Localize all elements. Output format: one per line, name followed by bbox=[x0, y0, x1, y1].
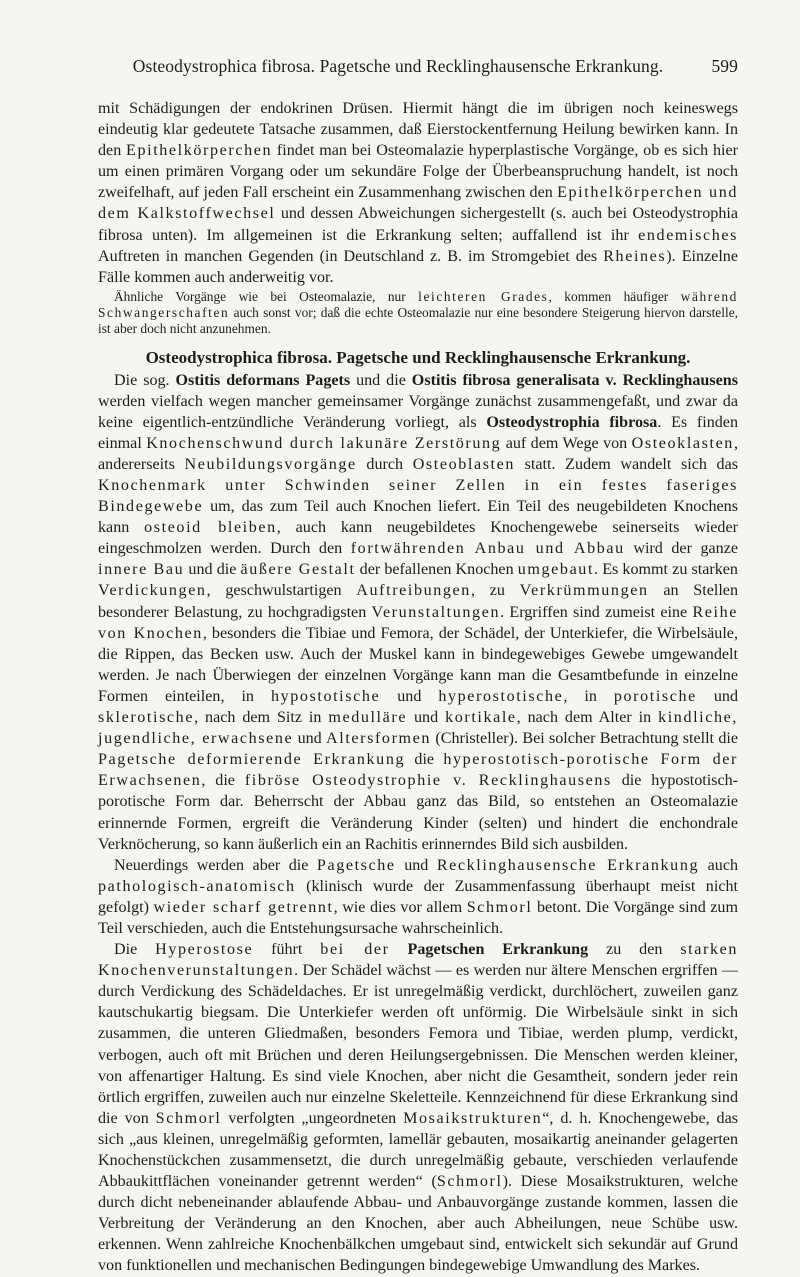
text-run: und bbox=[696, 687, 739, 705]
text-run: auch bbox=[699, 856, 739, 874]
text-run: , die bbox=[201, 772, 245, 790]
spaced-emphasis: kortikale bbox=[445, 709, 517, 727]
text-run: durch bbox=[356, 455, 413, 473]
text-run: die bbox=[405, 751, 444, 769]
spaced-emphasis: kindliche, jugendliche, erwachsene bbox=[98, 709, 738, 748]
spaced-emphasis: Verkrümmungen bbox=[519, 582, 649, 600]
spaced-emphasis: endemisches bbox=[638, 226, 738, 244]
paragraph-ostitis bbox=[98, 370, 738, 855]
spaced-emphasis: bei der bbox=[320, 941, 390, 959]
small-print-note bbox=[98, 289, 738, 338]
spaced-emphasis: Schmorl bbox=[466, 898, 533, 916]
spaced-emphasis: Osteoklasten bbox=[631, 434, 734, 452]
text-run: und die bbox=[184, 561, 241, 579]
text-run: , auch kann neugebildetes Knochengewebe seinerseits wieder eingeschmolzen werden. Durch den bbox=[98, 519, 738, 558]
spaced-emphasis: osteoid bleiben bbox=[144, 519, 277, 537]
text-run: mit Schädigungen der endokrinen Drüsen. Hiermit hängt die im übrigen noch keineswegs eindeutig klar gedeutete Tatsache zusammen, daß Eierstockentfernung Heilung bewirken kann. In den bbox=[98, 100, 738, 160]
spaced-emphasis: hypostotische bbox=[270, 687, 381, 705]
text-run: wird der ganze bbox=[624, 540, 738, 558]
text-run: (klinisch wurde der Zusammenfassung überhaupt meist nicht gefolgt) bbox=[98, 877, 738, 916]
text-run: und bbox=[407, 709, 446, 727]
text-run: betont. Die Vorgänge sind zum Teil verschieden, auch die Entstehungsursache wahrscheinlich. bbox=[98, 898, 738, 937]
bold-term: Pagetschen Erkrankung bbox=[407, 941, 589, 959]
spaced-emphasis: Reihe von Knochen bbox=[98, 603, 738, 642]
text-run: Ähnliche Vorgänge wie bei Osteomalazie, nur bbox=[114, 288, 419, 304]
bold-term: Osteodystrophia fibrosa bbox=[486, 413, 658, 431]
text-run: und bbox=[293, 730, 327, 748]
text-run: . Der Schädel wächst — es werden nur ältere Menschen ergriffen — durch Verdickung des Schädeldaches. Er ist unregelmäßig verdickt, durchlöchert, zuweilen ganz kautschukartig biegsam. Die Unterkiefer werden oft unförmig. Die Wirbelsäule sinkt in sich zusammen, die unteren Gliedmaßen, besonders Femora und Tibiae, werden plump, verdickt, verbogen, auch oft mit Brüchen und deren Heilungsergebnissen. Die Menschen werden kleiner, von affenartiger Haltung. Es sind viele Knochen, aber nicht die Gesamtheit, sondern jeder rein örtlich ergriffen, zuweilen auch nur einzelne Skeletteile. Kennzeichnend für diese Erkrankung sind die von bbox=[98, 962, 738, 1127]
spaced-emphasis: Recklinghausensche Erkrankung bbox=[436, 856, 700, 874]
text-run: führt bbox=[253, 941, 321, 959]
spaced-emphasis: hyperostotische bbox=[438, 687, 564, 705]
spaced-emphasis: innere Bau bbox=[98, 561, 185, 579]
text-run: und bbox=[395, 856, 437, 874]
spaced-emphasis: Auftreibungen bbox=[356, 582, 471, 600]
spaced-emphasis: pathologisch-anatomisch bbox=[98, 877, 296, 895]
text-run: Die sog. bbox=[114, 371, 176, 389]
spaced-emphasis: Knochenschwund durch lakunäre Zerstörung bbox=[146, 434, 502, 452]
text-run: verfolgten „ungeordneten bbox=[221, 1109, 404, 1127]
spaced-emphasis: Pagetsche deformierende Erkrankung bbox=[98, 751, 406, 769]
paragraph-neuerdings bbox=[98, 855, 738, 939]
text-run: , kommen häufiger bbox=[548, 288, 681, 304]
text-run: auch sonst vor; daß die echte Osteomalazie nur eine besondere Steigerung hiervon darstelle, ist aber doch nicht anzunehmen. bbox=[98, 305, 738, 337]
main-text bbox=[98, 98, 738, 1277]
text-run bbox=[390, 941, 408, 958]
text-run: , zu bbox=[470, 582, 520, 600]
text-run: werden vielfach wegen mancher gemeinsamer Vorgänge zunächst zusammengefaßt, und zwar da keine eigentlich-entzündliche Veränderung vorliegt, als bbox=[98, 392, 738, 431]
text-run: ). Diese Mosaikstrukturen, welche durch dicht nebeneinander ablaufende Abbau- und Anbauvorgänge zustande kommen, lassen die Verbreitung der Veränderung an den Knochen, aber auch Abheilungen, neue Schübe usw. erkennen. Wenn zahlreiche Knochenbälkchen umgebaut sind, entwickelt sich sekundär auf Grund von funktionellen und mechanischen Bedingungen bindegewebige Umwandlung des Markes. bbox=[98, 1173, 738, 1275]
spaced-emphasis: äußere Gestalt bbox=[240, 561, 356, 579]
text-run: , geschwulstartigen bbox=[206, 582, 357, 600]
spaced-emphasis: sklerotische bbox=[98, 709, 195, 727]
section-heading: Osteodystrophica fibrosa. Pagetsche und Recklinghausensche Erkrankung. bbox=[145, 348, 691, 368]
spaced-emphasis: Epithelkörperchen und dem Kalkstoffwechsel bbox=[98, 184, 738, 223]
spaced-emphasis: Epithelkörperchen bbox=[126, 142, 273, 160]
text-run: zu den bbox=[588, 941, 681, 959]
spaced-emphasis: umgebaut bbox=[517, 561, 595, 579]
spaced-emphasis: Schmorl bbox=[155, 1109, 222, 1127]
text-run: um, das zum Teil auch Knochen liefert. Ein Teil des neugebildeten Knochens kann bbox=[98, 498, 738, 537]
text-run: auf dem Wege von bbox=[501, 434, 632, 452]
text-run: und dessen Abweichungen sichergestellt (s. auch bei Osteodystrophia fibrosa unten). Im allgemeinen ist die Erkrankung selten; auffallend ist ihr bbox=[98, 205, 738, 244]
text-run: , in bbox=[563, 687, 614, 705]
spaced-emphasis: leichteren Grades bbox=[418, 288, 549, 304]
text-run: und bbox=[380, 687, 439, 705]
text-run: , besonders die Tibiae und Femora, der Schädel, der Unterkiefer, die Wirbelsäule, die Rippen, das Becken usw. Auch der Muskel kann in bindegewebiges Gewebe umgewandelt werden. Je nach Überwiegen der einzelnen Vorgänge kann man die Gesamtbefunde in einzelne Formen einteilen, in bbox=[98, 624, 738, 705]
spaced-emphasis: Mosaikstrukturen bbox=[403, 1109, 543, 1127]
bold-term: Ostitis fibrosa generalisata v. Recklinghausens bbox=[411, 371, 738, 389]
spaced-emphasis: Neubildungsvorgänge bbox=[184, 455, 357, 473]
spaced-emphasis: wieder scharf getrennt bbox=[153, 898, 334, 916]
text-run: , wie dies vor allem bbox=[333, 898, 467, 916]
text-run: Die bbox=[114, 941, 156, 959]
text-run: findet man bei Osteomalazie hyperplastische Vorgänge, ob es sich hier um einen primären Vorgang oder um sekundäre Folge der Überbeanspruchung handelt, ist noch zweifelhaft, auf jeden Fall erscheint ein Zusammenhang zwischen den bbox=[98, 142, 738, 202]
text-run: , andererseits bbox=[98, 434, 738, 473]
spaced-emphasis: fortwährenden Anbau und Abbau bbox=[350, 540, 625, 558]
text-run: Auftreten in manchen Gegenden (in Deutschland z. B. im Stromgebiet des bbox=[98, 247, 604, 265]
running-title: Osteodystrophica fibrosa. Pagetsche und Recklinghausensche Erkrankung. bbox=[132, 56, 664, 76]
spaced-emphasis: Rheines bbox=[603, 247, 667, 265]
text-run: , nach dem Sitz in bbox=[194, 709, 329, 727]
spaced-emphasis: Hyperostose bbox=[155, 941, 254, 959]
bold-term: Ostitis deformans Pagets bbox=[175, 371, 351, 389]
page-number: 599 bbox=[711, 56, 738, 76]
spaced-emphasis: hyperostotisch-porotische Form der Erwachsenen bbox=[98, 751, 738, 790]
text-run: (Christeller). Bei solcher Betrachtung stellt die bbox=[431, 730, 739, 748]
text-run: ). Einzelne Fälle kommen auch anderweitig vor. bbox=[98, 247, 738, 286]
text-run: an Stellen besonderer Belastung, zu hochgradigsten bbox=[98, 582, 738, 621]
paragraph-hyperostose bbox=[98, 939, 738, 1277]
spaced-emphasis: starken Knochenverunstaltungen bbox=[98, 941, 738, 980]
spaced-emphasis: Osteoblasten bbox=[412, 455, 516, 473]
spaced-emphasis: porotische bbox=[613, 687, 697, 705]
spaced-emphasis: medulläre bbox=[328, 709, 408, 727]
spaced-emphasis: Verunstaltungen bbox=[371, 603, 501, 621]
paragraph-osteomalazie bbox=[98, 98, 738, 288]
text-run: die hypostotisch-porotische Form dar. Beherrscht der Abbau ganz das Bild, so entstehen an Osteomalazie erinnernde Formen, ergreift die Veränderung Kinder (selten) und hindert die enchondrale Verknöcherung, so kann äußerlich ein an Rachitis erinnerndes Bild sich ausbilden. bbox=[98, 772, 738, 853]
text-run: und die bbox=[350, 371, 412, 389]
text-run: der befallenen Knochen bbox=[355, 561, 518, 579]
text-run: . Es kommt zu starken bbox=[594, 561, 738, 579]
text-run: statt. Zudem wandelt sich das bbox=[515, 455, 738, 473]
spaced-emphasis: Pagetsche bbox=[316, 856, 396, 874]
spaced-emphasis: während Schwangerschaften bbox=[98, 288, 738, 321]
text-run: . Es finden einmal bbox=[98, 413, 738, 452]
spaced-emphasis: Knochenmark unter Schwinden seiner Zellen in ein festes faseriges Bindegewebe bbox=[98, 477, 738, 516]
text-run: . Ergriffen sind zumeist eine bbox=[500, 603, 693, 621]
text-run: “, d. h. Knochengewebe, das sich „aus kleinen, unregelmäßig geformten, lamellär gebauten, mosaikartig aneinander gelagerten Knochenstückchen zusammensetzt, die durch unregelmäßig gebaute, verschieden verlaufende Abbaukittflächen voneinander getrennt werden“ ( bbox=[98, 1109, 738, 1191]
spaced-emphasis: Verdickungen bbox=[98, 582, 207, 600]
spaced-emphasis: Altersformen bbox=[326, 730, 432, 748]
spaced-emphasis: Schmorl bbox=[436, 1173, 503, 1191]
text-run: , nach dem Alter in bbox=[516, 709, 659, 727]
text-run: Neuerdings werden aber die bbox=[114, 856, 317, 874]
spaced-emphasis: fibröse Osteodystrophie v. Recklinghausens bbox=[244, 772, 612, 790]
